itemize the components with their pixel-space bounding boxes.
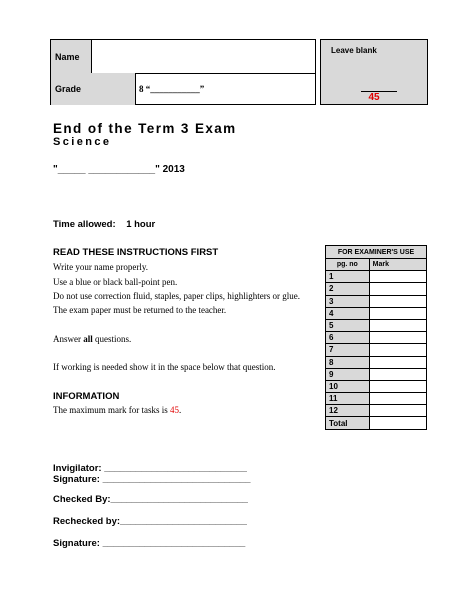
instruction-text: Answer [53, 334, 84, 344]
name-field[interactable] [96, 40, 316, 73]
total-label: Total [326, 417, 370, 429]
page-number: 5 [326, 319, 370, 331]
information-text-post: . [178, 405, 182, 415]
signature-line[interactable]: Signature: ____________________________ [53, 474, 251, 485]
examiner-table [325, 245, 427, 430]
mark-cell[interactable] [369, 295, 426, 307]
page-number: 2 [326, 283, 370, 295]
instructions-heading: READ THESE INSTRUCTIONS FIRST [53, 247, 219, 258]
page-number: 4 [326, 307, 370, 319]
page-number: 6 [326, 332, 370, 344]
instruction-text: questions. [92, 334, 132, 344]
total-marks: 45 [368, 92, 380, 103]
instruction-emphasis: all [83, 334, 93, 344]
rechecked-by-line[interactable]: Rechecked by:________________________ [53, 516, 247, 527]
table-row [326, 356, 427, 368]
max-mark: 45 [169, 405, 179, 415]
examiner-table-heading: FOR EXAMINER'S USE [326, 246, 427, 259]
instruction-line: The exam paper must be returned to the teacher. [53, 305, 227, 315]
mark-cell[interactable] [369, 405, 426, 417]
mark-cell[interactable] [369, 393, 426, 405]
page-number: 10 [326, 380, 370, 392]
page-number: 7 [326, 344, 370, 356]
table-row [326, 405, 427, 417]
mark-cell[interactable] [369, 283, 426, 295]
table-row [326, 271, 427, 283]
information-text-pre: The maximum mark for tasks is [53, 405, 170, 415]
table-row [326, 368, 427, 380]
page-number-header: pg. no [326, 259, 370, 271]
table-row [326, 417, 427, 429]
exam-title: End of the Term 3 Exam [53, 121, 237, 136]
mark-cell[interactable] [369, 380, 426, 392]
exam-year-line: "_____ ____________" 2013 [53, 164, 185, 175]
table-row [326, 319, 427, 331]
mark-cell[interactable] [369, 356, 426, 368]
mark-cell[interactable] [369, 368, 426, 380]
page-number: 11 [326, 393, 370, 405]
grade-label: Grade [51, 73, 136, 105]
invigilator-line[interactable]: Invigilator: ___________________________ [53, 463, 247, 474]
total-mark-cell[interactable] [369, 417, 426, 429]
mark-cell[interactable] [369, 271, 426, 283]
mark-header: Mark [369, 259, 426, 271]
table-row [326, 380, 427, 392]
table-row [326, 283, 427, 295]
name-row [51, 40, 315, 74]
page-number: 12 [326, 405, 370, 417]
page-number: 1 [326, 271, 370, 283]
page-number: 3 [326, 295, 370, 307]
instruction-line: Write your name properly. [53, 262, 149, 272]
grade-row [51, 73, 315, 105]
instruction-line: Use a blue or black ball-point pen. [53, 277, 178, 287]
table-row [326, 295, 427, 307]
mark-cell[interactable] [369, 307, 426, 319]
information-text [53, 405, 181, 415]
exam-subject: Science [53, 136, 112, 148]
information-heading: INFORMATION [53, 391, 120, 402]
mark-cell[interactable] [369, 332, 426, 344]
page-number: 8 [326, 356, 370, 368]
table-row [326, 344, 427, 356]
time-allowed: Time allowed: 1 hour [53, 219, 156, 230]
page-number: 9 [326, 368, 370, 380]
leave-blank-box [320, 39, 428, 105]
instruction-line: Do not use correction fluid, staples, paper clips, highlighters or glue. [53, 291, 300, 301]
table-row [326, 307, 427, 319]
grade-value[interactable]: 8 “___________” [139, 84, 205, 94]
table-row [326, 393, 427, 405]
mark-cell[interactable] [369, 344, 426, 356]
signature-line[interactable]: Signature: ___________________________ [53, 538, 246, 549]
mark-cell[interactable] [369, 319, 426, 331]
leave-blank-label: Leave blank [331, 46, 377, 55]
instruction-line [53, 334, 131, 344]
checked-by-line[interactable]: Checked By:__________________________ [53, 494, 248, 505]
name-label: Name [51, 40, 92, 73]
student-info-table [50, 39, 316, 105]
table-row [326, 332, 427, 344]
instruction-line: If working is needed show it in the space below that question. [53, 362, 276, 372]
